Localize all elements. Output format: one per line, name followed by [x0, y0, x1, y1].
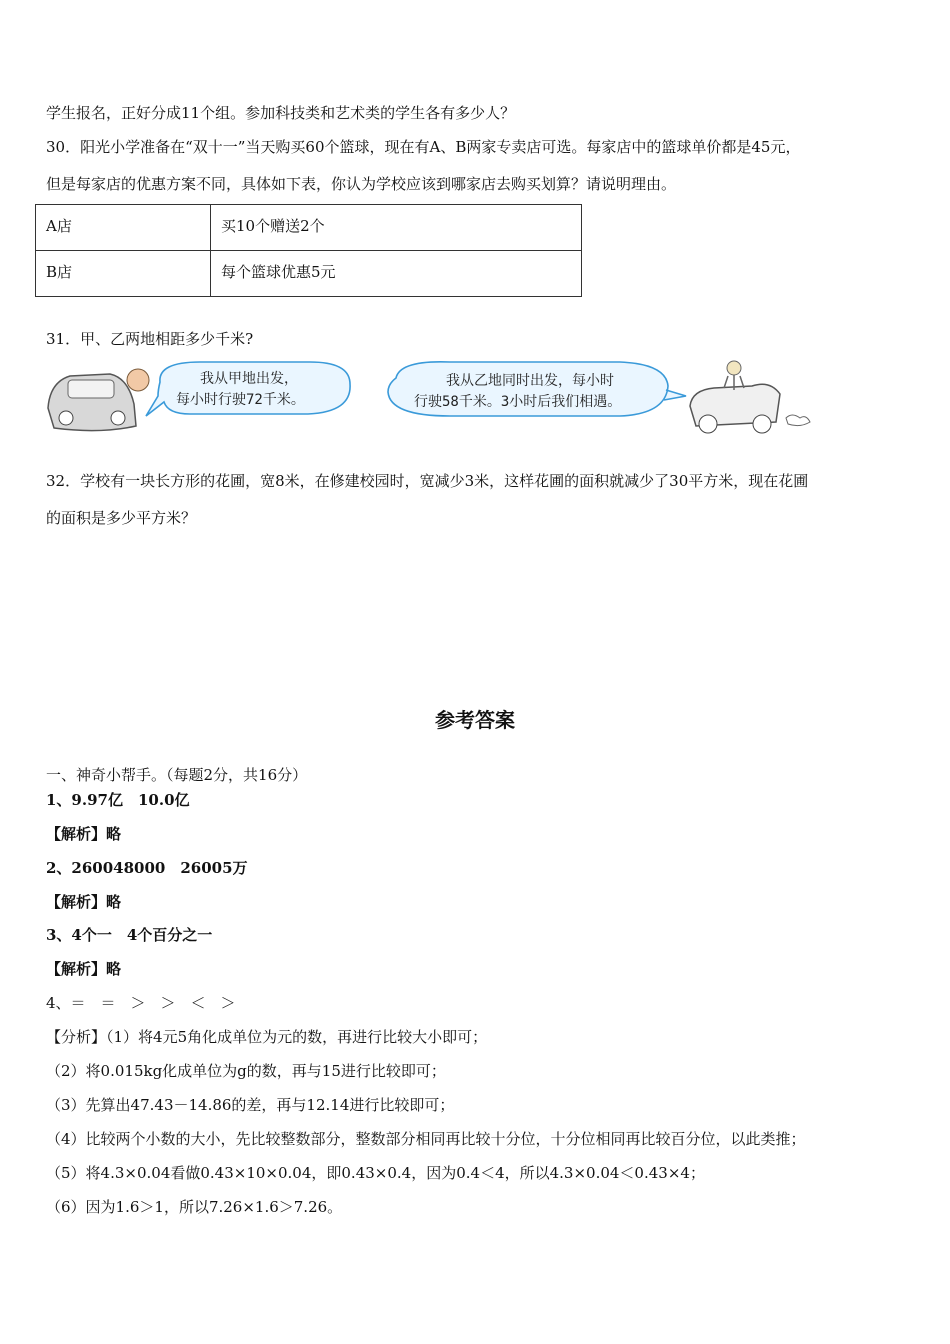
shop-offer-cell: 买10个赠送2个 — [211, 205, 582, 251]
question-30-line2: 但是每家店的优惠方案不同，具体如下表，你认为学校应该到哪家店去购买划算？请说明理由。 — [46, 175, 677, 193]
shop-name-cell: B店 — [36, 251, 211, 297]
answer-1-note: 【解析】略 — [46, 825, 122, 843]
answer-4-analysis-4: （4）比较两个小数的大小，先比较整数部分，整数部分相同再比较十分位，十分位相同再比较百分位，以此类推； — [46, 1130, 806, 1148]
answer-4-analysis-6: （6）因为1.6＞1，所以7.26×1.6＞7.26。 — [46, 1198, 343, 1216]
table-row — [36, 205, 582, 251]
right-speech-bubble — [388, 362, 686, 416]
left-bubble-line1: 我从甲地出发， — [200, 371, 298, 387]
question-32-line2: 的面积是多少平方米？ — [46, 509, 197, 527]
answer-4-analysis-2: （2）将0.015kg化成单位为g的数，再与15进行比较即可； — [46, 1062, 446, 1080]
answer-section-heading: 一、神奇小帮手。（每题2分，共16分） — [46, 766, 308, 784]
left-speech-bubble — [146, 362, 350, 416]
question-32-line1: 32．学校有一块长方形的花圃，宽8米，在修建校园时，宽减少3米，这样花圃的面积就减少了30平方米，现在花圃 — [46, 472, 809, 490]
answer-2-note: 【解析】略 — [46, 893, 122, 911]
answer-1: 1、9.97亿 10.0亿 — [46, 791, 190, 809]
table-row — [36, 251, 582, 297]
question-30-line1: 30．阳光小学准备在“双十一”当天购买60个篮球，现在有A、B两家专卖店可选。每家店中的篮球单价都是45元， — [46, 138, 801, 156]
answer-2: 2、260048000 26005万 — [46, 859, 248, 877]
question-31: 31．甲、乙两地相距多少千米? — [46, 330, 254, 348]
answer-3: 3、4个一 4个百分之一 — [46, 926, 213, 944]
answer-4-analysis-5: （5）将4.3×0.04看做0.43×10×0.04，即0.43×0.4，因为0.4＜4，所以4.3×0.04＜0.43×4； — [46, 1164, 705, 1182]
answer-key-title: 参考答案 — [435, 708, 515, 732]
travel-illustration — [40, 356, 820, 442]
shop-name-cell: A店 — [36, 205, 211, 251]
right-car-icon — [690, 361, 810, 433]
left-car-icon — [48, 369, 149, 431]
question-29-tail: 学生报名，正好分成11个组。参加科技类和艺术类的学生各有多少人？ — [46, 104, 516, 122]
shop-offer-table — [35, 204, 582, 297]
right-bubble-line2: 行驶58千米。3小时后我们相遇。 — [414, 394, 622, 410]
left-bubble-line2: 每小时行驶72千米。 — [176, 392, 305, 408]
answer-3-note: 【解析】略 — [46, 960, 122, 978]
answer-4-analysis-3: （3）先算出47.43－14.86的差，再与12.14进行比较即可； — [46, 1096, 455, 1114]
answer-4-analysis-1: 【分析】（1）将4元5角化成单位为元的数，再进行比较大小即可； — [46, 1028, 488, 1046]
right-bubble-line1: 我从乙地同时出发，每小时 — [446, 373, 614, 389]
answer-4: 4、＝ ＝ ＞ ＞ ＜ ＞ — [46, 994, 236, 1012]
shop-offer-cell: 每个篮球优惠5元 — [211, 251, 582, 297]
